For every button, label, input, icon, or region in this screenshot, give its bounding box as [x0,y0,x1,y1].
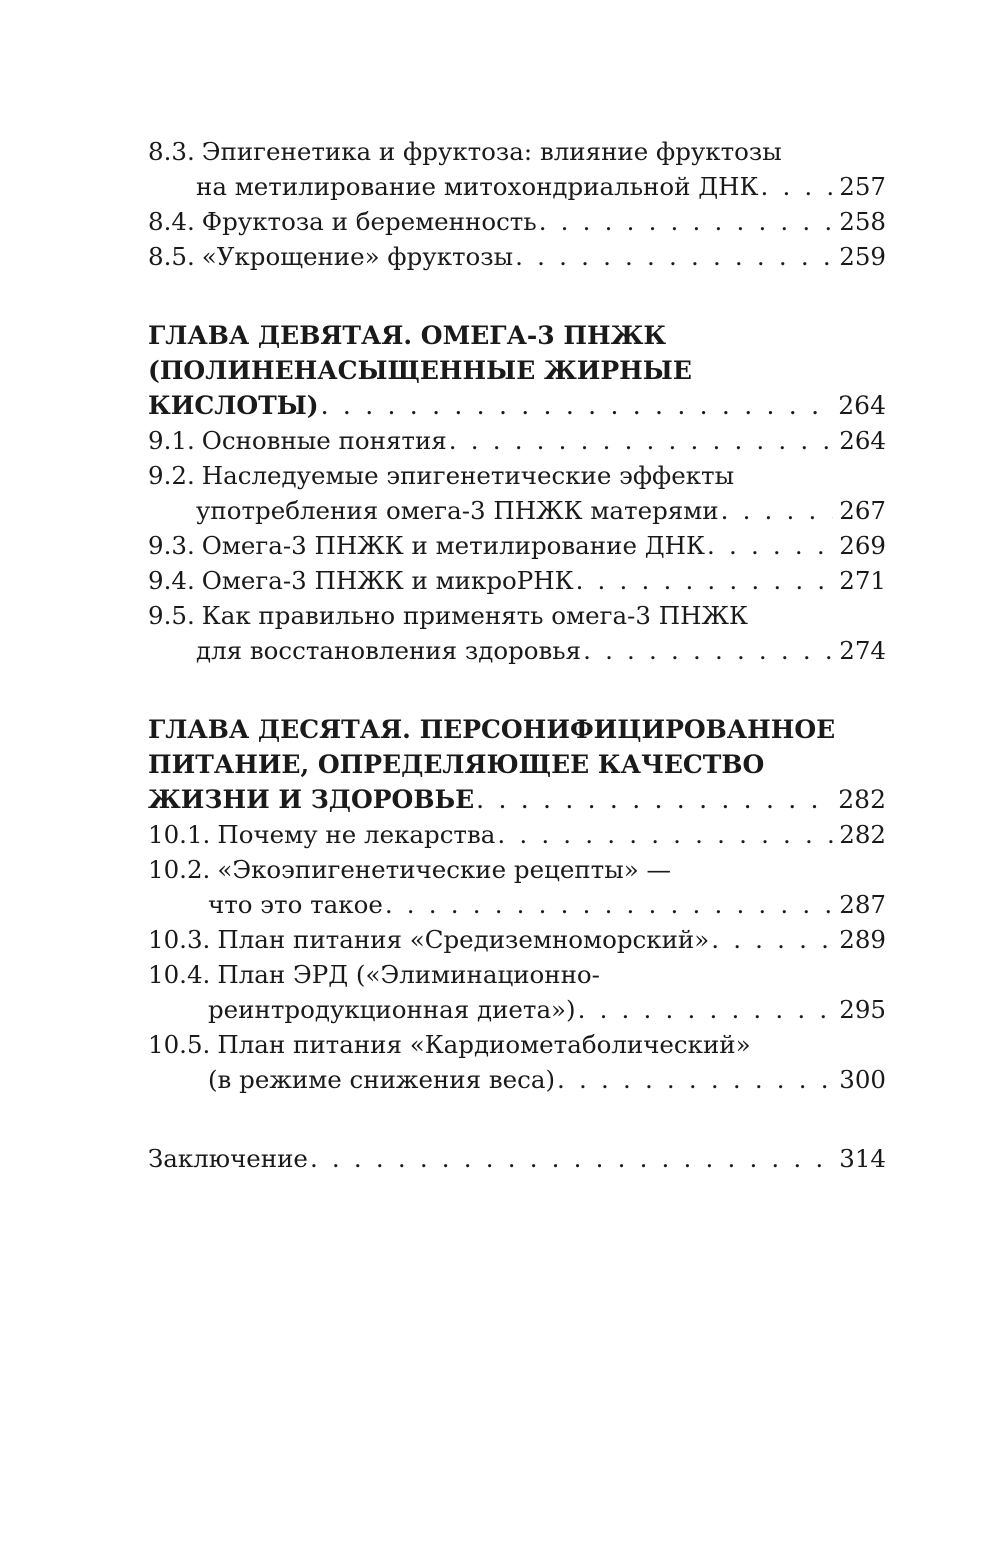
page-number: 282 [839,820,886,849]
dot-leader [310,1141,833,1176]
toc-entry-8-3[interactable] [148,134,886,204]
entry-title-line-2: употребления омега-3 ПНЖК матерями [196,496,719,525]
toc-chapter-10[interactable] [148,712,886,817]
dot-leader [576,563,834,598]
toc-entry-9-4[interactable] [148,563,886,598]
page-number: 282 [838,785,886,814]
entry-title-line-1: Эпигенетика и фруктоза: влияние фруктозы [201,137,782,166]
chapter-title-line-1: ГЛАВА ДЕСЯТАЯ. ПЕРСОНИФИЦИРОВАННОЕ [148,715,836,744]
dot-leader [515,239,833,274]
dot-leader [385,887,833,922]
entry-title: Омега-3 ПНЖК и микроРНК [201,566,574,595]
toc-entry-8-5[interactable] [148,239,886,274]
chapter-title-line-3: ЖИЗНИ И ЗДОРОВЬЕ [148,785,475,814]
entry-title-line-2: для восстановления здоровья [196,636,582,665]
page-number: 287 [839,890,886,919]
entry-number: 10.5. [148,1030,211,1059]
dot-leader [557,1062,833,1097]
entry-title-line-2: что это такое [208,890,383,919]
entry-title: Фруктоза и беременность [201,207,537,236]
chapter-title-line-3: КИСЛОТЫ) [148,391,319,420]
toc-entry-conclusion[interactable] [148,1141,886,1176]
toc-chapter-9[interactable] [148,318,886,423]
toc-entry-10-1[interactable] [148,817,886,852]
entry-title-line-1: План питания «Кардиометаболический» [217,1030,751,1059]
page-number: 300 [839,1065,886,1094]
dot-leader [539,204,834,239]
entry-title: Заключение [148,1144,308,1173]
toc-entry-8-4[interactable] [148,204,886,239]
section-gap [148,668,886,712]
entry-number: 9.4. [148,566,195,595]
entry-number: 9.2. [148,461,195,490]
entry-title: Почему не лекарства [217,820,496,849]
chapter-title-line-2: ПИТАНИЕ, ОПРЕДЕЛЯЮЩЕЕ КАЧЕСТВО [148,750,765,779]
page-number: 289 [839,925,886,954]
dot-leader [578,992,834,1027]
page-number: 264 [839,426,886,455]
page-number: 257 [839,172,886,201]
section-gap [148,1097,886,1141]
entry-title-line-2: реинтродукционная диета») [208,995,576,1024]
toc-entry-9-5[interactable] [148,598,886,668]
dot-leader [449,423,833,458]
page-number: 271 [839,566,886,595]
entry-title: Омега-3 ПНЖК и метилирование ДНК [201,531,705,560]
chapter-title-line-2: (ПОЛИНЕНАСЫЩЕННЫЕ ЖИРНЫЕ [148,356,692,385]
entry-number: 8.4. [148,207,195,236]
dot-leader [476,782,832,817]
page-number: 269 [839,531,886,560]
page-number: 295 [839,995,886,1024]
entry-number: 10.1. [148,820,211,849]
toc-entry-9-2[interactable] [148,458,886,528]
entry-title-line-2: (в режиме снижения веса) [208,1065,556,1094]
page-number: 264 [838,391,886,420]
entry-title: Основные понятия [201,426,447,455]
entry-title-line-2: на метилирование митохондриальной ДНК [196,172,759,201]
entry-number: 9.3. [148,531,195,560]
entry-number: 8.3. [148,137,195,166]
dot-leader [321,388,833,423]
chapter-title-line-1: ГЛАВА ДЕВЯТАЯ. ОМЕГА-3 ПНЖК [148,321,667,350]
page-number: 259 [839,242,886,271]
dot-leader [707,528,833,563]
entry-title-line-1: Наследуемые эпигенетические эффекты [201,461,735,490]
entry-number: 10.4. [148,960,211,989]
entry-title: План питания «Средиземноморский» [217,925,710,954]
dot-leader [721,493,834,528]
toc-entry-10-4[interactable] [148,957,886,1027]
entry-title-line-1: «Экоэпигенетические рецепты» — [217,855,672,884]
toc-entry-9-1[interactable] [148,423,886,458]
dot-leader [583,633,833,668]
toc-entry-9-3[interactable] [148,528,886,563]
entry-number: 10.3. [148,925,211,954]
toc-entry-10-5[interactable] [148,1027,886,1097]
toc-entry-10-3[interactable] [148,922,886,957]
page-number: 258 [839,207,886,236]
entry-title-line-1: План ЭРД («Элиминационно- [217,960,600,989]
entry-title: «Укрощение» фруктозы [201,242,514,271]
dot-leader [760,169,833,204]
entry-title-line-1: Как правильно применять омега-3 ПНЖК [201,601,748,630]
dot-leader [497,817,833,852]
page-number: 314 [839,1144,886,1173]
entry-number: 9.5. [148,601,195,630]
entry-number: 10.2. [148,855,211,884]
section-gap [148,274,886,318]
entry-number: 8.5. [148,242,195,271]
table-of-contents [148,134,886,1176]
page-number: 274 [839,636,886,665]
toc-entry-10-2[interactable] [148,852,886,922]
dot-leader [711,922,833,957]
entry-number: 9.1. [148,426,195,455]
page-number: 267 [839,496,886,525]
